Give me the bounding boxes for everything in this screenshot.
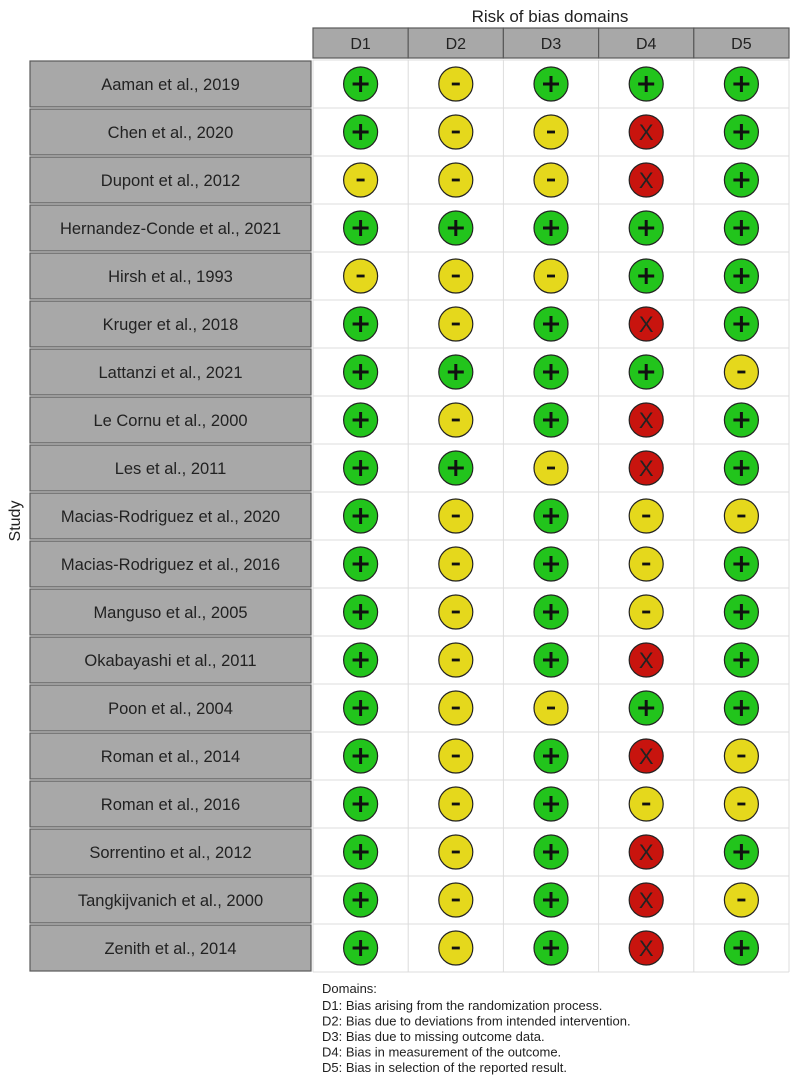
domain-description: D5: Bias in selection of the reported result. [322,1060,567,1075]
rating-mark [534,115,568,149]
rating-mark [534,883,568,917]
rating-mark [724,211,758,245]
study-label: Chen et al., 2020 [107,124,234,142]
rating-mark [724,883,758,917]
column-header-d3: D3 [540,36,562,53]
domain-description: D4: Bias in measurement of the outcome. [322,1044,562,1060]
column-header-d2: D2 [445,36,467,53]
x-icon: X [638,888,654,913]
study-label: Macias-Rodriguez et al., 2016 [60,556,281,574]
rating-mark [344,835,378,869]
rating-mark [629,499,663,533]
column-header-d4: D4 [635,36,657,53]
rating-mark [629,787,663,821]
study-label: Zenith et al., 2014 [104,940,237,958]
rating-mark [344,259,378,293]
study-label: Lattanzi et al., 2021 [98,364,243,382]
rating-mark [344,163,378,197]
rating-mark [439,403,473,437]
rating-mark [439,835,473,869]
rating-mark [629,403,663,437]
rating-mark [534,211,568,245]
study-label: Kruger et al., 2018 [102,316,239,334]
x-icon: X [638,648,654,673]
rating-mark [439,451,473,485]
rating-mark [344,115,378,149]
study-label: Tangkijvanich et al., 2000 [77,892,264,910]
rating-mark [344,307,378,341]
rating-mark [629,691,663,725]
rating-mark [439,787,473,821]
domains-heading: Domains: [322,981,377,996]
x-icon: X [638,840,654,865]
rating-mark [439,691,473,725]
rating-mark [629,595,663,629]
rating-mark [534,595,568,629]
study-label: Roman et al., 2014 [100,748,241,766]
rating-mark [534,547,568,581]
rating-mark [724,163,758,197]
rating-mark [629,451,663,485]
x-icon: X [638,744,654,769]
rating-mark [724,931,758,965]
rating-mark [344,355,378,389]
rating-mark [439,883,473,917]
rating-mark [439,211,473,245]
grid-area [30,28,789,972]
x-icon: X [638,936,654,961]
rating-mark [724,307,758,341]
rating-mark [534,691,568,725]
study-label: Okabayashi et al., 2011 [84,652,257,670]
rating-mark [439,595,473,629]
rating-mark [344,595,378,629]
rating-mark [629,835,663,869]
rating-mark [629,883,663,917]
rating-mark [344,931,378,965]
rating-mark [534,307,568,341]
rating-mark [629,739,663,773]
study-label: Macias-Rodriguez et al., 2020 [60,508,281,526]
study-label: Sorrentino et al., 2012 [89,844,252,862]
domain-description: D2: Bias due to deviations from intended intervention. [322,1013,631,1029]
rating-mark [439,163,473,197]
rating-mark [439,547,473,581]
rating-mark [439,739,473,773]
rating-mark [439,67,473,101]
rating-mark [724,739,758,773]
rating-mark [344,211,378,245]
rating-mark [724,115,758,149]
rating-mark [344,643,378,677]
rating-mark [629,67,663,101]
rating-mark [439,115,473,149]
x-icon: X [638,408,654,433]
domain-description: D1: Bias arising from the randomization process. [322,998,603,1013]
rating-mark [439,931,473,965]
rating-mark [724,259,758,293]
rating-mark [534,739,568,773]
rating-mark [629,355,663,389]
x-icon: X [638,456,654,481]
rating-mark [534,355,568,389]
rating-mark [344,67,378,101]
y-axis-label: Study [7,500,24,542]
domains-legend [322,981,631,1075]
rating-mark [629,307,663,341]
rating-mark [439,259,473,293]
rating-mark [629,163,663,197]
rating-mark [629,931,663,965]
rating-mark [534,163,568,197]
rating-mark [724,547,758,581]
rating-mark [439,355,473,389]
rating-mark [724,643,758,677]
study-label: Manguso et al., 2005 [93,604,248,622]
rating-mark [534,259,568,293]
column-header-d5: D5 [731,36,752,53]
rating-mark [724,451,758,485]
study-label: Poon et al., 2004 [108,700,233,718]
rating-mark [534,451,568,485]
rating-mark [724,499,758,533]
study-label: Aaman et al., 2019 [101,76,240,94]
study-label: Dupont et al., 2012 [100,172,241,190]
rating-mark [629,643,663,677]
rating-mark [344,403,378,437]
rating-mark [344,547,378,581]
x-icon: X [638,120,654,145]
rating-mark [344,499,378,533]
column-header-d1: D1 [350,36,371,53]
rating-mark [629,211,663,245]
study-label: Hirsh et al., 1993 [108,268,233,286]
rating-mark [534,835,568,869]
rating-mark [629,547,663,581]
rating-mark [344,691,378,725]
rating-mark [724,355,758,389]
domain-description: D3: Bias due to missing outcome data. [322,1029,545,1044]
rating-mark [344,883,378,917]
rating-mark [724,835,758,869]
chart-title: Risk of bias domains [471,7,629,26]
rating-mark [534,931,568,965]
rating-mark [534,643,568,677]
study-label: Le Cornu et al., 2000 [93,412,248,430]
rating-mark [344,787,378,821]
rating-mark [534,403,568,437]
rating-mark [439,307,473,341]
study-label: Hernandez-Conde et al., 2021 [59,220,282,238]
rating-mark [724,787,758,821]
rating-mark [629,115,663,149]
rating-mark [534,499,568,533]
x-icon: X [638,312,654,337]
rating-mark [344,739,378,773]
rating-mark [724,67,758,101]
rating-mark [724,595,758,629]
rating-mark [439,643,473,677]
study-label: Les et al., 2011 [114,460,227,478]
rating-mark [724,691,758,725]
study-label: Roman et al., 2016 [100,796,241,814]
rating-mark [439,499,473,533]
rating-mark [344,451,378,485]
rating-mark [534,787,568,821]
rating-mark [724,403,758,437]
rating-mark [534,67,568,101]
rating-mark [629,259,663,293]
x-icon: X [638,168,654,193]
